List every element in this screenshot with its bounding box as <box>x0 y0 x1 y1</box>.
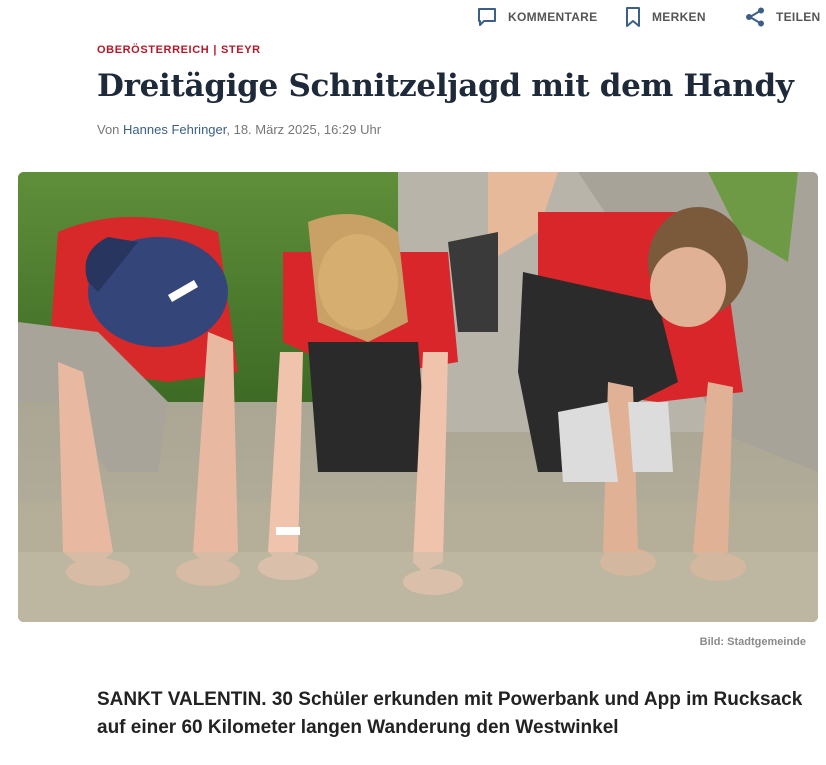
hero-image[interactable] <box>18 172 818 622</box>
comments-label: KOMMENTARE <box>508 10 598 24</box>
article-toolbar <box>0 0 826 36</box>
bookmark-button[interactable] <box>624 6 706 28</box>
bookmark-icon <box>624 6 642 28</box>
author-link[interactable]: Hannes Fehringer <box>123 122 227 137</box>
comments-button[interactable] <box>476 6 597 28</box>
category-region-link[interactable]: OBERÖSTERREICH <box>97 44 210 56</box>
image-credit: Bild: Stadtgemeinde <box>699 636 806 648</box>
category-breadcrumb <box>97 44 261 56</box>
article-byline <box>97 122 381 137</box>
speech-bubble-icon <box>476 6 498 28</box>
share-icon <box>744 6 766 28</box>
byline-prefix: Von <box>97 122 124 137</box>
share-button[interactable] <box>744 6 820 28</box>
bookmark-label: MERKEN <box>652 10 706 24</box>
article-headline: Dreitägige Schnitzeljagd mit dem Handy <box>97 68 794 104</box>
breadcrumb-separator: | <box>213 44 217 56</box>
category-city-link[interactable]: STEYR <box>221 44 261 56</box>
publish-date: , 18. März 2025, 16:29 Uhr <box>226 122 382 137</box>
hero-photo <box>18 172 818 622</box>
article-lead: SANKT VALENTIN. 30 Schüler erkunden mit Powerbank und App im Rucksack auf einer 60 Kilometer langen Wanderung den Westwinkel <box>97 689 803 738</box>
share-label: TEILEN <box>776 10 821 24</box>
